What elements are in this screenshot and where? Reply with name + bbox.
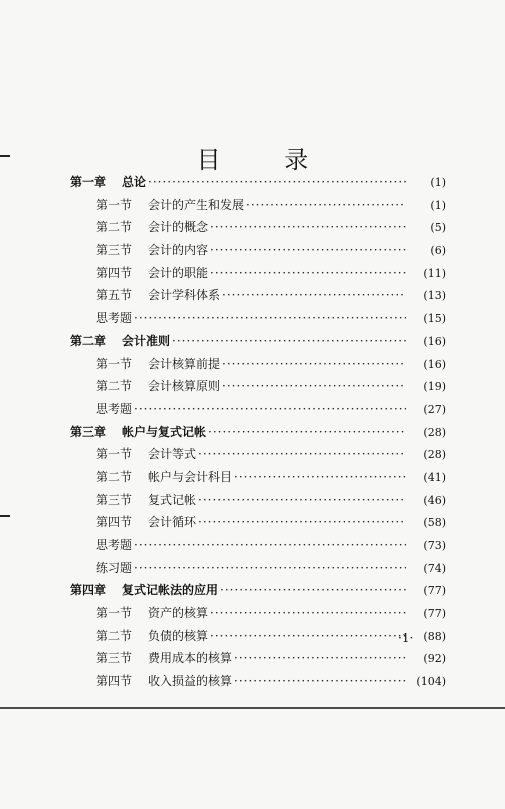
- toc-entry-page: (19): [423, 380, 446, 394]
- toc-dot-leader: [134, 402, 406, 416]
- toc-section-row: [70, 513, 446, 536]
- toc-entry-label: 会计的概念: [148, 220, 209, 235]
- toc-dot-leader: [198, 515, 406, 529]
- toc-entry-label: 会计等式: [148, 447, 197, 462]
- toc-entry-number: 第五节: [96, 288, 133, 303]
- toc-entry-label: 思考题: [96, 401, 133, 416]
- toc-dot-leader: [234, 651, 406, 665]
- toc-entry-page: (6): [430, 244, 446, 258]
- toc-entry-number: 第四节: [96, 515, 133, 530]
- toc-entry-page: (16): [423, 357, 446, 371]
- toc-section-row: [70, 491, 446, 514]
- toc-section-row: [70, 218, 446, 241]
- toc-section-row: [70, 559, 446, 582]
- toc-entry-page: (77): [423, 607, 446, 621]
- toc-entry-page: (73): [423, 539, 446, 552]
- toc-section-row: [70, 309, 446, 332]
- toc-entry-page: (46): [423, 493, 446, 507]
- toc-dot-leader: [246, 198, 406, 212]
- toc-section-row: [70, 445, 446, 468]
- toc-dot-leader: [222, 379, 406, 393]
- toc-dot-leader: [234, 470, 406, 484]
- toc-entry-number: 第二节: [96, 628, 133, 643]
- toc-entry-number: 第四章: [70, 583, 107, 598]
- toc-entry-number: 第一节: [96, 447, 133, 462]
- toc-entry-number: 第二节: [96, 469, 133, 484]
- toc-entry-label: 会计核算原则: [148, 379, 221, 394]
- toc-dot-leader: [198, 493, 406, 507]
- toc-dot-leader: [210, 266, 406, 280]
- toc-dot-leader: [210, 243, 406, 257]
- toc-entry-number: 第一节: [96, 606, 133, 621]
- toc-section-row: [70, 377, 446, 400]
- toc-entry-number: 第三章: [70, 424, 107, 439]
- toc-entry-label: 思考题: [96, 311, 133, 326]
- table-of-contents: [70, 173, 446, 695]
- toc-entry-label: 总论: [122, 175, 147, 189]
- toc-section-row: [70, 604, 446, 627]
- toc-entry-page: (11): [423, 266, 446, 280]
- toc-entry-number: 第一节: [96, 356, 133, 371]
- toc-entry-label: 会计的产生和发展: [148, 197, 245, 212]
- toc-entry-label: 会计学科体系: [148, 288, 221, 303]
- toc-entry-label: 帐户与会计科目: [148, 469, 233, 484]
- toc-section-row: [70, 196, 446, 219]
- toc-section-row: [70, 536, 446, 559]
- toc-section-row: [70, 286, 446, 309]
- toc-dot-leader: [172, 334, 406, 348]
- toc-dot-leader: [220, 583, 406, 597]
- toc-entry-number: 第三节: [96, 243, 133, 258]
- toc-entry-label: 收入损益的核算: [148, 674, 233, 689]
- toc-entry-page: (28): [423, 448, 446, 462]
- toc-entry-number: 第二节: [96, 220, 133, 235]
- toc-entry-page: (13): [423, 289, 446, 303]
- toc-entry-page: (88): [423, 629, 446, 643]
- toc-entry-page: (74): [423, 561, 446, 575]
- toc-section-row: [70, 627, 446, 650]
- toc-entry-label: 练习题: [96, 560, 133, 575]
- toc-dot-leader: [210, 606, 406, 620]
- toc-entry-label: 复式记帐: [148, 492, 197, 507]
- toc-entry-label: 费用成本的核算: [148, 651, 233, 666]
- toc-entry-page: (15): [423, 312, 446, 326]
- toc-section-row: [70, 468, 446, 491]
- toc-entry-label: 资产的核算: [148, 606, 209, 621]
- toc-entry-page: (16): [423, 334, 446, 348]
- toc-section-row: [70, 649, 446, 672]
- toc-dot-leader: [208, 425, 406, 439]
- toc-chapter-row: [70, 332, 446, 355]
- toc-entry-number: 第四节: [96, 265, 133, 280]
- toc-chapter-row: [70, 581, 446, 604]
- toc-section-row: [70, 264, 446, 287]
- toc-entry-number: 第一节: [96, 197, 133, 212]
- toc-entry-label: 会计核算前提: [148, 356, 221, 371]
- toc-entry-page: (28): [423, 425, 446, 439]
- toc-dot-leader: [148, 175, 406, 189]
- toc-entry-number: 第二章: [70, 333, 107, 348]
- toc-entry-page: (5): [430, 221, 446, 235]
- toc-section-row: [70, 241, 446, 264]
- toc-entry-page: (41): [423, 470, 446, 484]
- toc-section-row: [70, 400, 446, 423]
- toc-section-row: [70, 355, 446, 378]
- toc-entry-number: 第四节: [96, 674, 133, 689]
- toc-entry-label: 思考题: [96, 538, 133, 552]
- toc-entry-page: (1): [430, 176, 446, 189]
- toc-entry-number: 第三节: [96, 651, 133, 666]
- toc-dot-leader: [222, 288, 406, 302]
- toc-entry-number: 第三节: [96, 492, 133, 507]
- toc-dot-leader: [198, 447, 406, 461]
- toc-entry-number: 第一章: [70, 175, 107, 189]
- toc-entry-label: 复式记帐法的应用: [122, 583, 219, 598]
- page-number: ·1·: [398, 631, 414, 645]
- toc-entry-label: 会计的职能: [148, 265, 209, 280]
- toc-dot-leader: [134, 538, 406, 552]
- toc-dot-leader: [134, 561, 406, 575]
- toc-entry-label: 帐户与复式记帐: [122, 424, 207, 439]
- toc-chapter-row: [70, 423, 446, 446]
- toc-entry-number: 第二节: [96, 379, 133, 394]
- toc-dot-leader: [134, 311, 406, 325]
- page-title: 目 录: [196, 146, 337, 174]
- toc-entry-page: (92): [423, 652, 446, 666]
- toc-section-row: [70, 672, 446, 695]
- toc-entry-page: (27): [423, 402, 446, 416]
- toc-dot-leader: [210, 220, 406, 234]
- toc-entry-page: (104): [416, 675, 446, 689]
- toc-entry-page: (77): [423, 584, 446, 598]
- toc-entry-label: 负债的核算: [148, 628, 209, 643]
- toc-entry-label: 会计循环: [148, 515, 197, 530]
- scan-mark: [0, 155, 10, 157]
- toc-chapter-row: [70, 173, 446, 196]
- toc-entry-page: (1): [430, 198, 446, 212]
- scan-edge-line: [0, 707, 505, 709]
- toc-dot-leader: [222, 357, 406, 371]
- toc-entry-label: 会计准则: [122, 333, 171, 348]
- toc-entry-label: 会计的内容: [148, 243, 209, 258]
- toc-dot-leader: [234, 674, 406, 688]
- toc-entry-page: (58): [423, 516, 446, 530]
- scan-mark: [0, 515, 10, 517]
- toc-dot-leader: [210, 629, 406, 643]
